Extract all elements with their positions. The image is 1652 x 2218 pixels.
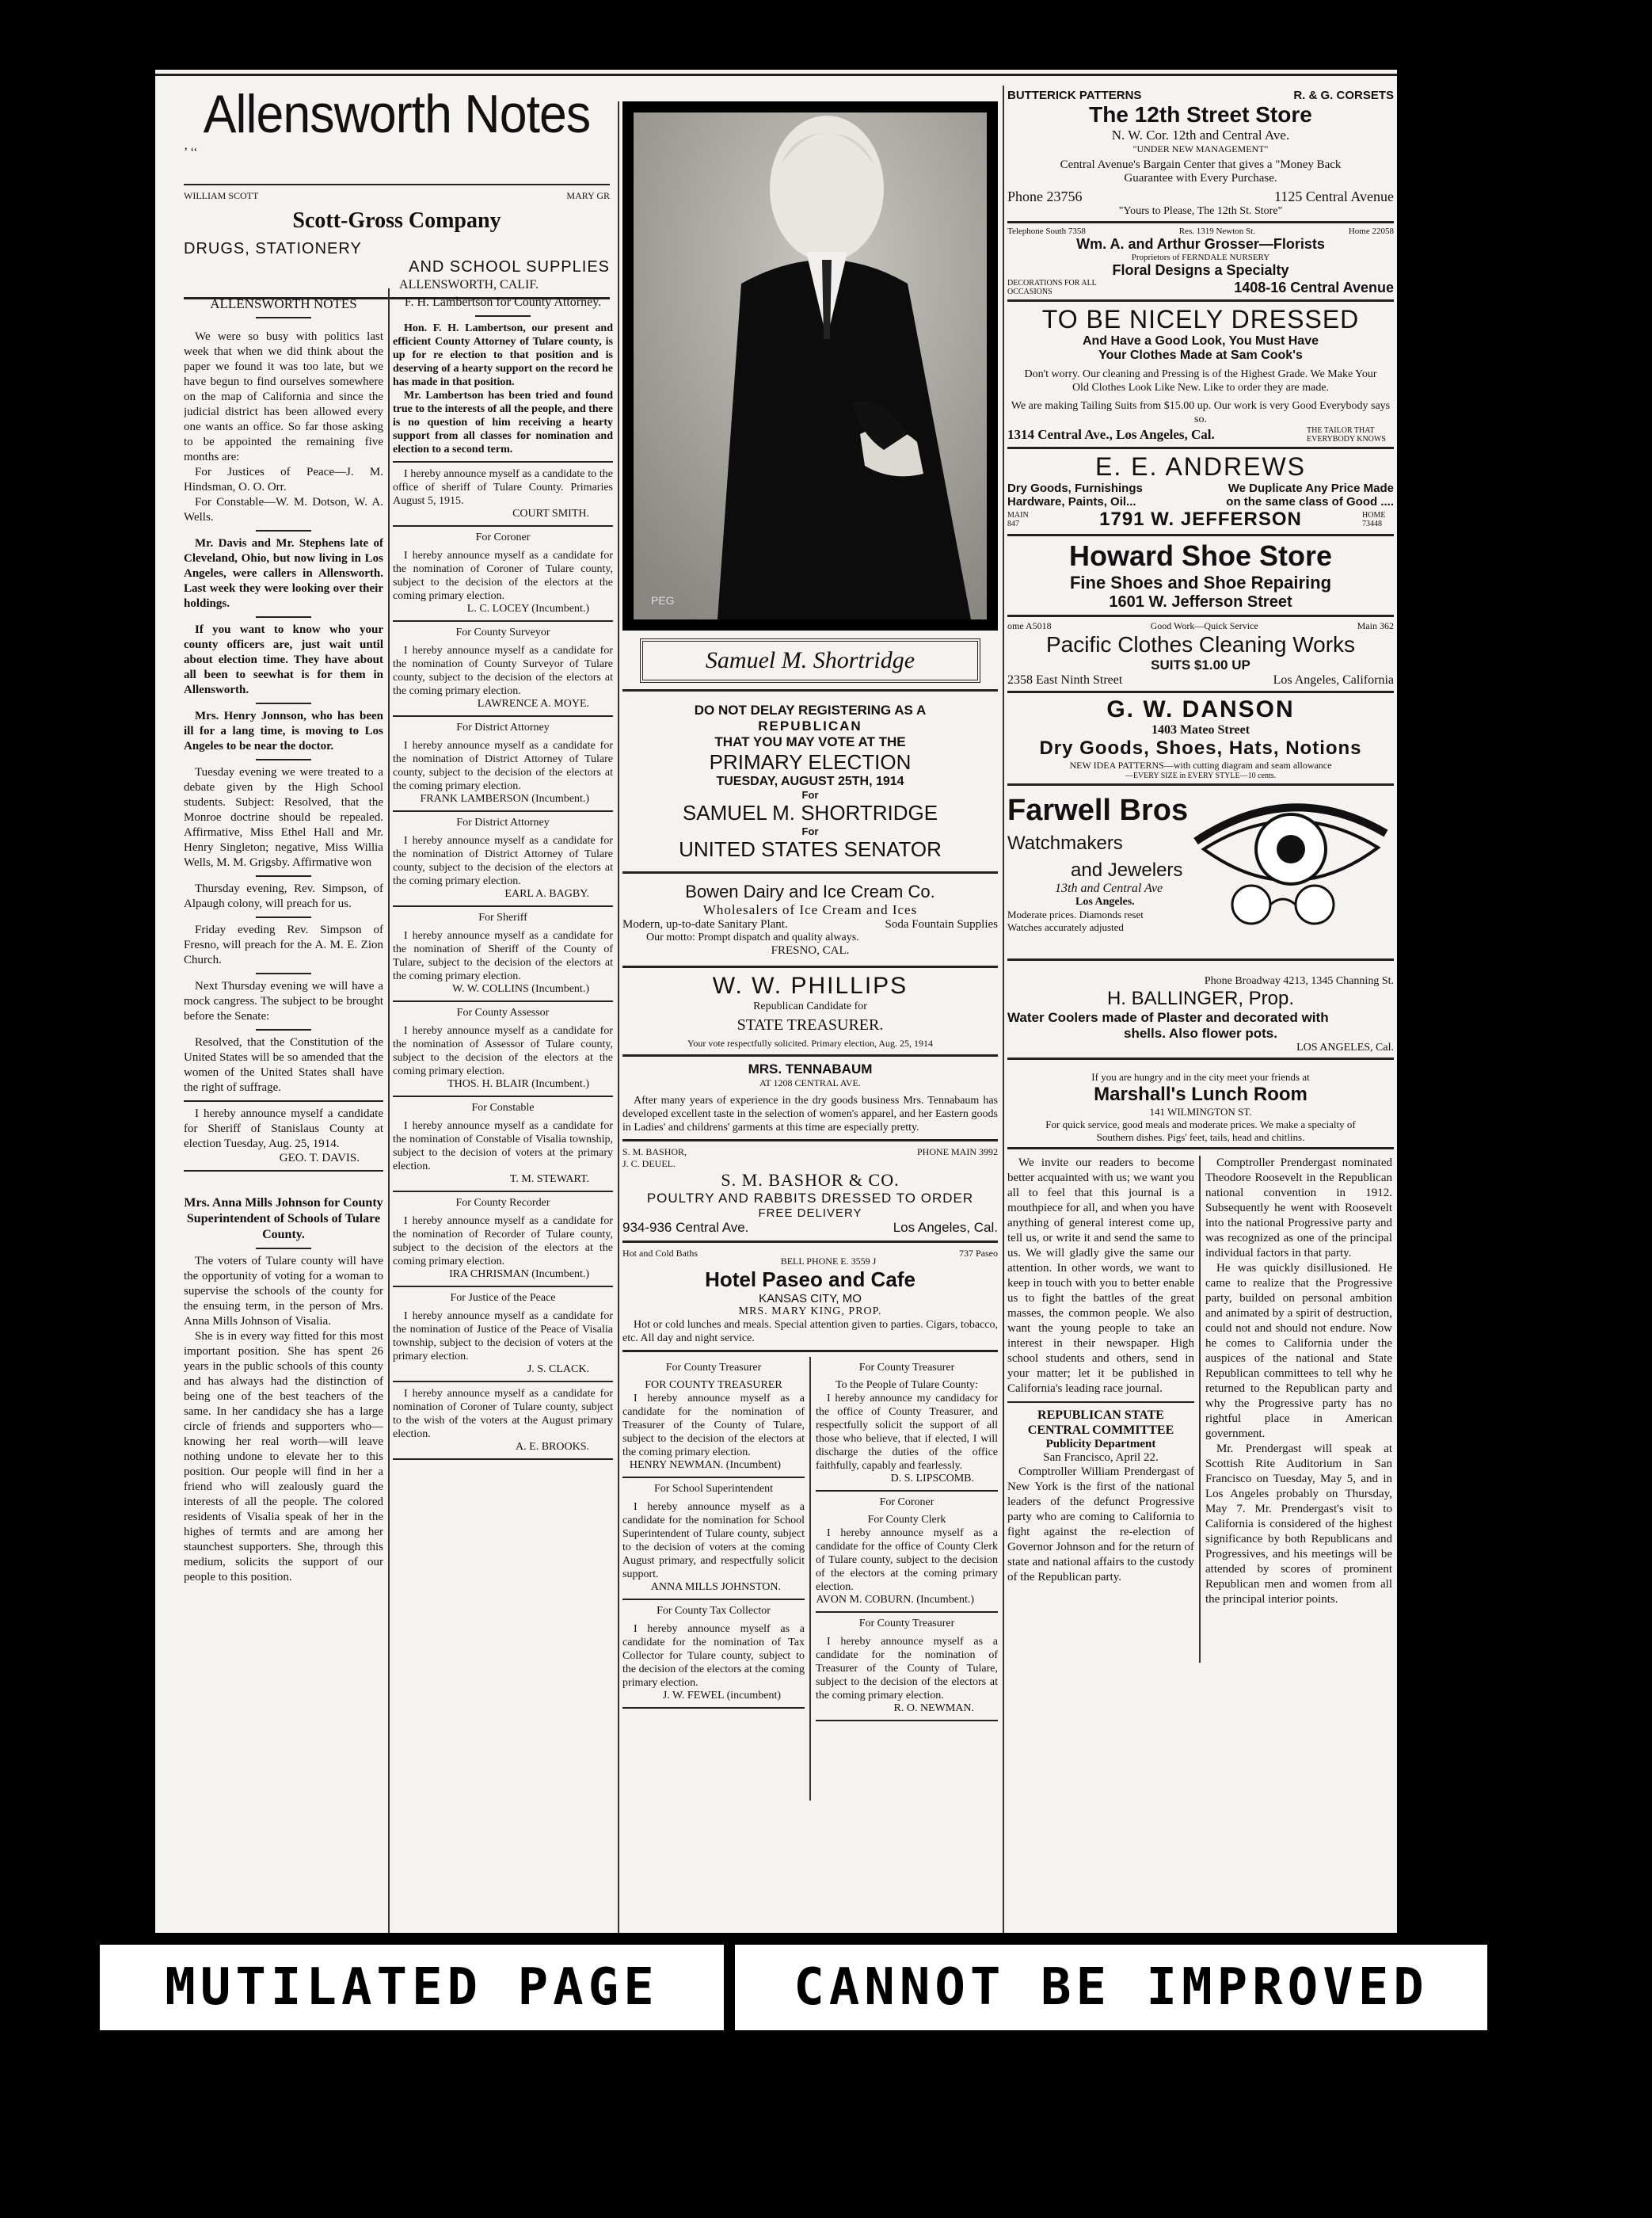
notes-p7: Tuesday evening we were treated to a debate given by the High School students. Subject: Resolved, that the Monroe doctrine should be repealed. Affirmative, Miss Ethel Hall and Mr. Henry Singleton; negative, Miss Willia Wells, M. M. Grigsby. Affirmative won — [184, 766, 383, 869]
portrait-photo — [622, 101, 998, 631]
candidate-notice — [393, 467, 613, 527]
notice-rule — [393, 1096, 613, 1097]
notice-text: I hereby announce myself as a candidate for the nomination of District Attorney of Tulare county, subject to the decision of the electors at the coming primary election. — [393, 740, 613, 792]
notice-signature: T. M. STEWART. — [509, 1173, 589, 1185]
paseo-prop: MRS. MARY KING, PROP. — [738, 1305, 882, 1317]
notice-text: I hereby announce myself as a candidate for the office of County Clerk of Tulare county, subject to the decision of the electors at the coming primary election. — [816, 1527, 998, 1593]
prendergast-p1: Comptroller Prendergast nominated Theodore Roosevelt in the Republican national convention in 1912. Subsequently he went with Roosevelt into the national Progressive party and was recognized as one of the principal individual factors in that party. — [1205, 1157, 1392, 1260]
bowen-ad — [622, 878, 998, 961]
primary-l7: SAMUEL M. SHORTRIDGE — [682, 801, 938, 825]
col1-divider — [388, 288, 390, 1933]
pacific-t1: ome A5018 — [1007, 620, 1052, 631]
notice-heading: For County Assessor — [456, 1007, 550, 1019]
bowen-l1b: Soda Fountain Supplies — [885, 918, 998, 931]
lambertson-p2: Mr. Lambertson has been tried and found true to the interests of all the people, and there is no question of him receiving a hearty support from all classes for nomination and election to a second term. — [393, 390, 613, 455]
primary-l2: REPUBLICAN — [758, 718, 862, 734]
farwell-city: Los Angeles. — [1075, 896, 1135, 908]
committee-h2: Publicity Department — [1045, 1438, 1156, 1450]
candidate-notice — [393, 1102, 613, 1192]
notice-signature: THOS. H. BLAIR (Incumbent.) — [447, 1078, 589, 1090]
ads-column — [1007, 86, 1394, 1931]
danson-name: G. W. DANSON — [1106, 696, 1295, 722]
grosser-row — [1007, 279, 1394, 296]
howard-l1: Fine Shoes and Shoe Repairing — [1069, 573, 1332, 593]
notice-signature: ANNA MILLS JOHNSTON. — [650, 1581, 781, 1593]
gross-name: MARY GR — [566, 190, 610, 201]
primary-l5: TUESDAY, AUGUST 25TH, 1914 — [716, 775, 904, 788]
bashor-row — [622, 1220, 998, 1236]
col2-notice-list — [393, 467, 613, 1460]
notice-text: I hereby announce myself as a candidate for the nomination of Constable of Visalia township, subject to the decision of voters at the primary election. — [393, 1120, 613, 1172]
store12-foot: "Yours to Please, The 12th St. Store" — [1118, 205, 1283, 217]
notice-signature: LAWRENCE A. MOYE. — [477, 698, 589, 710]
pacific-row — [1007, 673, 1394, 688]
primary-ad — [622, 703, 998, 862]
cook-body: Don't worry. Our cleaning and Pressing is of the Highest Grade. We Make Your Old Clothes Look Like New. Like to order they are made. — [1024, 368, 1377, 394]
notice-rule — [816, 1720, 998, 1721]
andrews-row1 — [1007, 482, 1394, 509]
bashor-n1: S. M. BASHOR, — [622, 1146, 687, 1157]
notice-rule — [816, 1611, 998, 1613]
notice-heading: For Constable — [471, 1102, 535, 1114]
store12-left: BUTTERICK PATTERNS — [1007, 89, 1142, 102]
marshall-name: Marshall's Lunch Room — [1094, 1084, 1308, 1105]
paseo-name: Hotel Paseo and Cafe — [705, 1267, 915, 1291]
notice-rule — [393, 525, 613, 527]
bashor-free: FREE DELIVERY — [758, 1206, 862, 1220]
committee-h1: REPUBLICAN STATE CENTRAL COMMITTEE — [1027, 1408, 1174, 1437]
notes-p4: Mr. Davis and Mr. Stephens late of Cleveland, Ohio, but now living in Los Angeles, were callers in Allensworth. Last week they were looking over their holdings. — [184, 537, 383, 610]
notice-rule — [622, 1599, 805, 1600]
andrews-name: E. E. ANDREWS — [1094, 452, 1307, 481]
candidate-notice — [393, 532, 613, 622]
eye-illustration-icon — [1188, 786, 1394, 928]
danson-l1: Dry Goods, Shoes, Hats, Notions — [1039, 737, 1362, 759]
pacific-name: Pacific Clothes Cleaning Works — [1045, 632, 1356, 657]
notice-rule — [393, 620, 613, 622]
phillips-ad — [622, 973, 998, 1050]
andrews-ad — [1007, 449, 1394, 536]
scott-name: WILLIAM SCOTT — [184, 190, 259, 201]
notice-signature: COURT SMITH. — [512, 508, 589, 520]
paseo-phone: BELL PHONE E. 3559 J — [780, 1256, 877, 1267]
tennabaum-name: MRS. TENNABAUM — [748, 1061, 873, 1077]
store12-mgmt: "UNDER NEW MANAGEMENT" — [1132, 143, 1269, 154]
pacific-addr: 2358 East Ninth Street — [1007, 673, 1123, 687]
howard-name: Howard Shoe Store — [1068, 539, 1333, 572]
notice-subheading: For County Clerk — [867, 1514, 946, 1526]
bowen-sub: Wholesalers of Ice Cream and Ices — [702, 902, 918, 917]
candidate-notice — [393, 627, 613, 717]
ballinger-l2: shells. Also flower pots. — [1124, 1026, 1277, 1041]
grosser-t2: Res. 1319 Newton St. — [1178, 227, 1255, 236]
notice-signature: FRANK LAMBERSON (Incumbent.) — [420, 793, 589, 805]
tennabaum-body: After many years of experience in the dry goods business Mrs. Tennabaum has developed excellent taste in the selection of women's apparel, and her Eastern goods in Ladies' and childrens' garments at this time are especially pretty. — [622, 1095, 998, 1134]
bowen-row — [622, 918, 998, 932]
ballinger-l1: Water Coolers made of Plaster and decorated with — [1007, 1010, 1329, 1025]
portrait-mark: PEG — [651, 594, 675, 607]
notice-subheading: To the People of Tulare County: — [836, 1379, 978, 1391]
paseo-top — [622, 1248, 998, 1267]
notice-text: I hereby announce myself as a candidate for the nomination of Justice of the Peace of Visalia township, subject to the decision of voters at the primary election. — [393, 1310, 613, 1362]
davis-signature: GEO. T. DAVIS. — [279, 1152, 360, 1164]
tennabaum-addr: AT 1208 CENTRAL AVE. — [759, 1077, 861, 1088]
notice-heading: For Coroner — [475, 532, 531, 543]
notice-heading: For County Recorder — [455, 1197, 550, 1209]
notice-rule — [393, 810, 613, 812]
notice-text: I hereby announce myself as a candidate for the nomination of District Attorney of Tulare county, subject to the decision of the electors at the coming primary election. — [393, 835, 613, 887]
howard-ad — [1007, 536, 1394, 617]
cannot-be-improved-banner: CANNOT BE IMPROVED — [735, 1945, 1487, 2030]
ballinger-phone: Phone Broadway 4213, 1345 Channing St. — [1204, 975, 1394, 987]
primary-l9: UNITED STATES SENATOR — [679, 837, 942, 861]
candidate-notice — [816, 1496, 998, 1613]
marshall-addr: 141 WILMINGTON ST. — [1149, 1106, 1252, 1118]
notes-p3: For Constable—W. M. Dotson, W. A. Wells. — [184, 496, 383, 524]
davis-notice: I hereby announce myself a candidate for Sheriff of Stanislaus County at election Tuesday, Aug. 25, 1914. — [184, 1107, 383, 1150]
newspaper-page — [155, 70, 1397, 1933]
candidate-notice — [816, 1618, 998, 1721]
scott-gross-company: Scott-Gross Company — [292, 208, 501, 233]
notice-rule — [393, 1381, 613, 1382]
notice-rule — [393, 905, 613, 907]
notice-text: I hereby announce myself as a candidate for the nomination of County Surveyor of Tulare county, subject to the decision of the electors at the coming primary election. — [393, 645, 613, 697]
notice-text: I hereby announce myself as a candidate for the nomination for School Superintendent of Tulare county, subject to the decision of voters at the coming August primary, and respectfully solicit support. — [622, 1501, 805, 1580]
portrait-frame — [622, 101, 998, 631]
candidate-notice — [622, 1362, 805, 1478]
notice-signature: R. O. NEWMAN. — [893, 1702, 974, 1714]
bashor-ad — [622, 1146, 998, 1236]
grosser-left: DECORATIONS FOR ALL OCCASIONS — [1007, 279, 1097, 296]
andrews-l1: Dry Goods, Furnishings — [1007, 482, 1143, 495]
scott-gross-line1: DRUGS, STATIONERY — [184, 240, 362, 257]
pacific-sub: SUITS $1.00 UP — [1151, 657, 1250, 673]
store12-name: The 12th Street Store — [1089, 102, 1312, 127]
howard-addr: 1601 W. Jefferson Street — [1109, 593, 1292, 611]
notice-heading: For County Treasurer — [665, 1362, 762, 1374]
notice-rule — [622, 1707, 805, 1709]
notice-signature: W. W. COLLINS (Incumbent.) — [452, 983, 589, 995]
candidate-notice — [393, 722, 613, 812]
bowen-motto: Our motto: Prompt dispatch and quality always. — [646, 932, 859, 943]
primary-l8: For — [801, 825, 819, 837]
andrews-row2 — [1007, 509, 1394, 531]
col2-divider — [618, 101, 619, 1933]
store12-row — [1007, 189, 1394, 205]
notice-rule — [816, 1490, 998, 1492]
notes-p8: Thursday evening, Rev. Simpson, of Alpaugh colony, will preach for us. — [184, 882, 383, 910]
farwell-name: Farwell Bros — [1007, 794, 1189, 827]
cook-l2: Your Clothes Made at Sam Cook's — [1098, 349, 1303, 362]
primary-l4: PRIMARY ELECTION — [709, 750, 912, 774]
notice-heading: For County Surveyor — [455, 627, 550, 638]
candidate-notice — [393, 1197, 613, 1287]
grosser-name: Wm. A. and Arthur Grosser—Florists — [1076, 236, 1325, 252]
prendergast-p3: Mr. Prendergast will speak at Scottish Rite Auditorium in San Francisco on Tuesday, May 5, and in Los Angeles probably on Thursday, May 7. Mr. Prendergast's visit to California is considered of the highest significance by both Republicans and Progressives, and his meetings will be attended by scores of prominent Republican men and women from all the principal interior points. — [1205, 1442, 1392, 1606]
notice-heading: For District Attorney — [456, 722, 550, 734]
committee-h3: San Francisco, April 22. — [1043, 1451, 1159, 1464]
candidate-notice — [393, 1007, 613, 1097]
notice-heading: For County Tax Collector — [657, 1605, 771, 1617]
prendergast-p2: He was quickly disillusioned. He came to realize that the Progressive party, builded on personal ambition and animated by a spirit of destruction, could not and should not endure. Now he comes to California under the auspices of the national and State Republican committees to tell why he returned to the Republican party and why the Progressive party has no rightful place in American government. — [1205, 1262, 1392, 1440]
cook-ad — [1007, 302, 1394, 449]
notice-heading: For School Superintendent — [653, 1483, 774, 1495]
store12-right: R. & G. CORSETS — [1293, 89, 1394, 102]
notes-column — [184, 288, 383, 1933]
primary-l3: THAT YOU MAY VOTE AT THE — [714, 734, 906, 749]
notice-rule — [393, 1191, 613, 1192]
paseo-left: Hot and Cold Baths — [622, 1248, 698, 1259]
bashor-name: S. M. BASHOR & CO. — [721, 1170, 900, 1190]
andrews-main: MAIN 847 — [1007, 511, 1029, 528]
committee-body: Comptroller William Prendergast of New York is the first of the national leaders of the defunct Progressive party who are coming to California to fight against the re-election of Governor Johnson and for the return of state and national affairs to the custody of the Republican party. — [1007, 1465, 1194, 1583]
notice-heading: For County Treasurer — [858, 1362, 955, 1374]
notice-signature: D. S. LIPSCOMB. — [890, 1473, 974, 1484]
pacific-ad — [1007, 617, 1394, 693]
cook-addr: 1314 Central Ave., Los Angeles, Cal. — [1007, 427, 1215, 442]
cook-l3: We are making Tailing Suits from $15.00 up. Our work is very Good Everybody says so. — [1011, 400, 1391, 425]
mutilated-page-banner: MUTILATED PAGE — [100, 1945, 724, 2030]
store12-phone: Phone 23756 — [1007, 189, 1083, 204]
pacific-t2: Good Work—Quick Service — [1150, 620, 1258, 631]
johnson-p2: She is in every way fitted for this most important position. She has spent 26 years in the public schools of this county and has always had the distinction of being one of the best teachers of the same. In her candidacy she has a large circle of friends and supporters who—knowing her real worth—will leave nothing undone to elevate her to this position. Our people will find in her a friend who will zealously guard the interests of all the people. The colored residents of Visalia speak of her in the highes of termts and are among her staunchest supporters. She, through this medium, solicits the support of our people to this position. — [184, 1330, 383, 1583]
notes-p1: We were so busy with politics last week that when we did think about the paper we found it was too late, but we have begun to find ourselves somewhere on the map of California and since the judicial district has been allowed every one wants an office. So far those asking to be appointed the remaining five months are: — [184, 330, 383, 463]
notice-text: I hereby announce myself as a candidate for the nomination of Recorder of Tulare county, subject to the decision of the electors at the coming primary election. — [393, 1215, 613, 1267]
lambertson-p1: Hon. F. H. Lambertson, our present and efficient County Attorney of Tulare county, is up for re election to that position and is deserving of a hearty support on the record he has made in that position. — [393, 322, 613, 388]
johnson-p1: The voters of Tulare county will have the opportunity of voting for a woman to supervise the schools of the county for the ensuing term, in the person of Mrs. Anna Mills Johnson of Visalia. — [184, 1255, 383, 1328]
paseo-body: Hot or cold lunches and meals. Special attention given to parties. Cigars, tobacco, etc. All day and night service. — [622, 1319, 998, 1344]
masthead-ornament: ’ ‘‘ — [184, 146, 198, 159]
candidate-notice — [393, 1387, 613, 1460]
notice-rule — [622, 1477, 805, 1478]
grosser-l1: Floral Designs a Specialty — [1112, 262, 1289, 278]
marshall-l1: For quick service, good meals and moderate prices. We make a specialty of — [1045, 1119, 1356, 1130]
article-divider — [1199, 1156, 1201, 1663]
danson-addr: 1403 Mateo Street — [1151, 723, 1250, 737]
andrews-r1: We Duplicate Any Price Made — [1228, 482, 1394, 495]
notice-text: I hereby announce myself as a candidate for the nomination of Coroner of Tulare county, subject to the decision of the electors at the coming primary election. — [393, 550, 613, 602]
notice-signature: IRA CHRISMAN (Incumbent.) — [449, 1268, 589, 1280]
cook-l1: And Have a Good Look, You Must Have — [1082, 334, 1319, 348]
notice-heading: For Coroner — [879, 1496, 934, 1508]
pacific-top — [1007, 620, 1394, 632]
notes-p2: For Justices of Peace—J. M. Hindsman, O. O. Orr. — [184, 466, 383, 494]
scott-gross-line2: AND SCHOOL SUPPLIES — [409, 258, 610, 276]
bashor-line: POULTRY AND RABBITS DRESSED TO ORDER — [646, 1191, 974, 1206]
notice-heading: For District Attorney — [456, 817, 550, 829]
danson-l2: NEW IDEA PATTERNS—with cutting diagram and seam allowance — [1069, 760, 1332, 771]
andrews-l2: Hardware, Paints, Oil... — [1007, 495, 1136, 509]
notice-text: I hereby announce myself as a candidate to the office of sheriff of Tulare County. Primaries August 5, 1915. — [393, 468, 613, 507]
notice-heading: For Sheriff — [478, 912, 527, 924]
notice-text: I hereby announce myself as a candidate for the nomination of Treasurer of the County of Tulare, subject to the decision of the electors at the coming primary election. — [816, 1636, 998, 1702]
notice-text: I hereby announce myself as a candidate for the nomination of Tax Collector for Tulare county, subject to the decision of the electors at the coming primary election. — [622, 1623, 805, 1689]
bowen-city: FRESNO, CAL. — [771, 944, 850, 957]
col3-divider — [1003, 86, 1004, 1933]
center-notices — [622, 1357, 998, 1801]
tennabaum-ad — [622, 1061, 998, 1134]
masthead-block — [184, 82, 610, 304]
farwell-l4: Watches accurately adjusted — [1007, 921, 1124, 933]
paseo-right: 737 Paseo — [959, 1248, 998, 1259]
editorial-text: We invite our readers to become better acquainted with us; we want you all to feel that this journal is a mouthpiece for all, and when you have anything of general interest come up, tell us, or write it and send the same to us. We will gladly give the same our attention. In other words, we want to keep in touch with you to better enable us to fight the battles of the great masses, the common people. We also want the young people to take an interest in their newspaper. High school students and others, send in your matter; let it be published in California's leading race journal. — [1007, 1157, 1194, 1395]
bashor-addr: 934-936 Central Ave. — [622, 1220, 749, 1235]
candidate-notice — [393, 817, 613, 907]
grosser-top — [1007, 227, 1394, 236]
ballinger-ad — [1007, 961, 1394, 1060]
center-notice-divider — [809, 1357, 811, 1801]
ballinger-name: H. BALLINGER, Prop. — [1106, 988, 1295, 1009]
notes-p6: Mrs. Henry Jonnson, who has been ill for a lang time, is moving to Los Angeles to be near the doctor. — [184, 710, 383, 753]
candidate-notice — [622, 1483, 805, 1600]
danson-l3: —EVERY SIZE in EVERY STYLE—10 cents. — [1125, 772, 1277, 780]
top-rule — [155, 74, 1397, 76]
farwell-l1: Watchmakers — [1007, 833, 1123, 854]
candidate-notice — [622, 1605, 805, 1709]
editorial-col — [1007, 1156, 1194, 1585]
bashor-n2: J. C. DEUEL. — [622, 1158, 676, 1169]
notice-signature: J. W. FEWEL (incumbent) — [662, 1690, 781, 1702]
portrait-caption: Samuel M. Shortridge — [705, 647, 915, 673]
phillips-office: STATE TREASURER. — [737, 1016, 884, 1034]
cook-row — [1007, 426, 1394, 444]
andrews-home: HOME 73448 — [1362, 511, 1386, 528]
marshall-l2: Southern dishes. Pigs' feet, tails, head and chitlins. — [1096, 1131, 1305, 1143]
store12-addr2: 1125 Central Avenue — [1274, 189, 1394, 204]
notice-text: I hereby announce my candidacy for the office of County Treasurer, and respectfully solicit the support of all those who believe, that if elected, I will discharge the duties of the office faithfully, capably and fearlessly. — [816, 1393, 998, 1472]
notice-text: I hereby announce myself as a candidate for nomination of Coroner of Tulare county, subject to the wish of the voters at the August primary election. — [393, 1388, 613, 1440]
notice-signature: L. C. LOCEY (Incumbent.) — [466, 603, 589, 615]
notice-rule — [393, 715, 613, 717]
paseo-ad — [622, 1248, 998, 1345]
candidate-notice — [393, 912, 613, 1002]
notice-rule — [393, 1000, 613, 1002]
bashor-city: Los Angeles, Cal. — [893, 1220, 998, 1235]
bowen-name: Bowen Dairy and Ice Cream Co. — [685, 882, 935, 901]
johnson-heading: Mrs. Anna Mills Johnson for County Superintendent of Schools of Tulare County. — [184, 1196, 383, 1241]
farwell-ad — [1007, 786, 1394, 961]
notice-text: I hereby announce myself as a candidate for the nomination of Assessor of Tulare county, subject to the decision of the electors at the coming primary election. — [393, 1025, 613, 1077]
notes-p5: If you want to know who your county officers are, just wait until about election time. They have about all been to seewhat is for them in Allensworth. — [184, 623, 383, 696]
pacific-t3: Main 362 — [1357, 620, 1394, 631]
grosser-t1: Telephone South 7358 — [1007, 227, 1086, 236]
grosser-ad — [1007, 223, 1394, 302]
andrews-addr: 1791 W. JEFFERSON — [1099, 509, 1302, 530]
notice-signature: AVON M. COBURN. (Incumbent.) — [816, 1594, 974, 1606]
candidates-column — [393, 288, 613, 1933]
notice-rule — [393, 1286, 613, 1287]
candidate-notice — [393, 1292, 613, 1382]
center-notices-right — [816, 1357, 998, 1726]
pacific-city: Los Angeles, California — [1273, 673, 1394, 687]
masthead-title: Allensworth Notes — [203, 84, 591, 144]
marshall-ad — [1007, 1060, 1394, 1149]
notice-signature: J. S. CLACK. — [527, 1363, 589, 1375]
notes-p9: Friday eveding Rev. Simpson of Fresno, will preach for the A. M. E. Zion Church. — [184, 924, 383, 966]
scott-gross-location: ALLENSWORTH, CALIF. — [399, 278, 539, 292]
notice-text: I hereby announce myself as a candidate for the nomination of Sheriff of the County of Tulare, subject to the decision of the electors at the coming primary election. — [393, 930, 613, 982]
marshall-l0: If you are hungry and in the city meet your friends at — [1091, 1071, 1310, 1083]
grosser-sub: Proprietors of FERNDALE NURSERY — [1131, 253, 1270, 262]
farwell-addr: 13th and Central Ave — [1055, 882, 1163, 895]
ballinger-city: LOS ANGELES, Cal. — [1296, 1042, 1394, 1054]
grosser-addr: 1408-16 Central Avenue — [1234, 279, 1394, 295]
center-column — [622, 101, 998, 1933]
bowen-l1: Modern, up-to-date Sanitary Plant. — [622, 918, 788, 931]
notice-signature: A. E. BROOKS. — [516, 1441, 589, 1453]
phillips-sub: Republican Candidate for — [753, 1000, 867, 1012]
bashor-phone: PHONE MAIN 3992 — [917, 1146, 998, 1157]
notes-heading: ALLENSWORTH NOTES — [210, 296, 357, 311]
notice-signature: EARL A. BAGBY. — [504, 888, 589, 900]
paseo-city: KANSAS CITY, MO — [759, 1292, 862, 1305]
farwell-l2: and Jewelers — [1071, 859, 1183, 881]
store12-ad — [1007, 86, 1394, 223]
phillips-foot: Your vote respectfully solicited. Primary election, Aug. 25, 1914 — [687, 1038, 934, 1049]
notes-p10: Next Thursday evening we will have a mock cangress. The subject to be brought before the Senate: — [184, 980, 383, 1023]
danson-ad — [1007, 693, 1394, 786]
scott-gross-names — [184, 190, 610, 202]
bashor-top — [622, 1146, 998, 1170]
notice-text: I hereby announce myself as a candidate for the nomination of Treasurer of the County of Tulare, subject to the decision of the electors at the coming primary election. — [622, 1393, 805, 1458]
farwell-l3: Moderate prices. Diamonds reset — [1007, 909, 1144, 920]
portrait-caption-box — [640, 638, 980, 683]
grosser-t3: Home 22058 — [1348, 227, 1394, 236]
cook-tag: THE TAILOR THAT EVERYBODY KNOWS — [1307, 426, 1386, 444]
cook-head: TO BE NICELY DRESSED — [1041, 305, 1360, 333]
phillips-name: W. W. PHILLIPS — [712, 973, 908, 999]
primary-l6: For — [801, 789, 819, 801]
notice-heading: For County Treasurer — [858, 1618, 955, 1629]
bottom-articles — [1007, 1156, 1394, 1663]
notice-signature: HENRY NEWMAN. (Incumbent) — [629, 1459, 781, 1471]
store12-l1: Central Avenue's Bargain Center that gives a "Money Back Guarantee with Every Purchase. — [1060, 158, 1342, 185]
andrews-r2: on the same class of Good .... — [1226, 495, 1394, 509]
candidate-notice — [816, 1362, 998, 1492]
notes-p11: Resolved, that the Constitution of the United States will be so amended that the women of the United States shall have the right of suffrage. — [184, 1036, 383, 1094]
notice-rule — [393, 1458, 613, 1460]
center-notices-left — [622, 1357, 805, 1713]
store12-top — [1007, 89, 1394, 102]
lambertson-heading: F. H. Lambertson for County Attorney. — [404, 295, 602, 309]
notice-subheading: FOR COUNTY TREASURER — [645, 1379, 782, 1391]
store12-addr: N. W. Cor. 12th and Central Ave. — [1111, 128, 1290, 143]
prendergast-col — [1205, 1156, 1392, 1607]
primary-l1: DO NOT DELAY REGISTERING AS A — [694, 703, 927, 718]
notice-heading: For Justice of the Peace — [450, 1292, 556, 1304]
